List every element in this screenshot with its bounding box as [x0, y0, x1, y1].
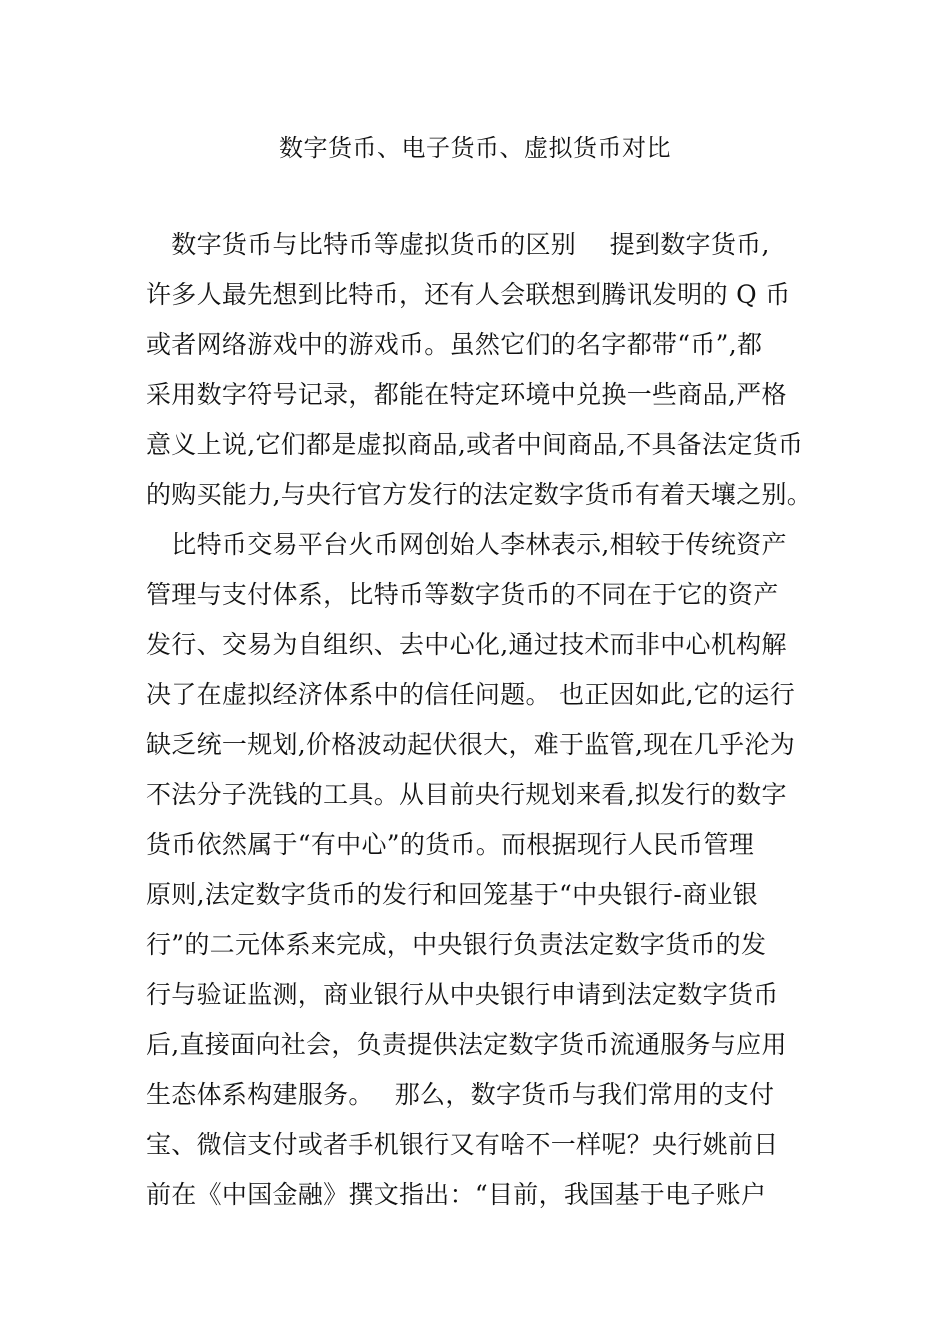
body-line-8: 管理与支付体系，比特币等数字货币的不同在于它的资产 — [146, 580, 779, 609]
body-line-18: 生态体系构建服务。 那么，数字货币与我们常用的支付 — [146, 1080, 775, 1109]
body-line-10: 决了在虚拟经济体系中的信任问题。 也正因如此,它的运行 — [146, 680, 795, 709]
body-line-3: 或者网络游戏中的游戏币。虽然它们的名字都带“币”,都 — [146, 330, 763, 359]
body-line-17: 后,直接面向社会，负责提供法定数字货币流通服务与应用 — [146, 1030, 787, 1059]
body-line-4: 采用数字符号记录，都能在特定环境中兑换一些商品,严格 — [146, 380, 787, 409]
body-line-15: 行”的二元体系来完成，中央银行负责法定数字货币的发 — [146, 930, 767, 959]
body-line-16: 行与验证监测，商业银行从中央银行申请到法定数字货币 — [146, 980, 779, 1009]
body-line-2: 许多人最先想到比特币，还有人会联想到腾讯发明的 Q 币 — [146, 280, 791, 309]
document-title: 数字货币、电子货币、虚拟货币对比 — [279, 134, 671, 162]
body-line-7: 比特币交易平台火币网创始人李林表示,相较于传统资产 — [146, 530, 787, 559]
body-line-14: 原则,法定数字货币的发行和回笼基于“中央银行-商业银 — [146, 880, 758, 909]
body-line-5: 意义上说,它们都是虚拟商品,或者中间商品,不具备法定货币 — [146, 430, 804, 459]
body-line-19: 宝、微信支付或者手机银行又有啥不一样呢？央行姚前日 — [146, 1130, 779, 1159]
body-line-9: 发行、交易为自组织、去中心化,通过技术而非中心机构解 — [146, 630, 787, 659]
body-line-11: 缺乏统一规划,价格波动起伏很大，难于监管,现在几乎沦为 — [146, 730, 795, 759]
body-line-1: 数字货币与比特币等虚拟货币的区别 提到数字货币, — [146, 230, 770, 259]
body-line-6: 的购买能力,与央行官方发行的法定数字货币有着天壤之别。 — [146, 480, 813, 509]
body-line-13: 货币依然属于“有中心”的货币。而根据现行人民币管理 — [146, 830, 755, 859]
body-line-12: 不法分子洗钱的工具。从目前央行规划来看,拟发行的数字 — [146, 780, 787, 809]
body-line-20: 前在《中国金融》撰文指出：“目前，我国基于电子账户 — [146, 1180, 767, 1209]
